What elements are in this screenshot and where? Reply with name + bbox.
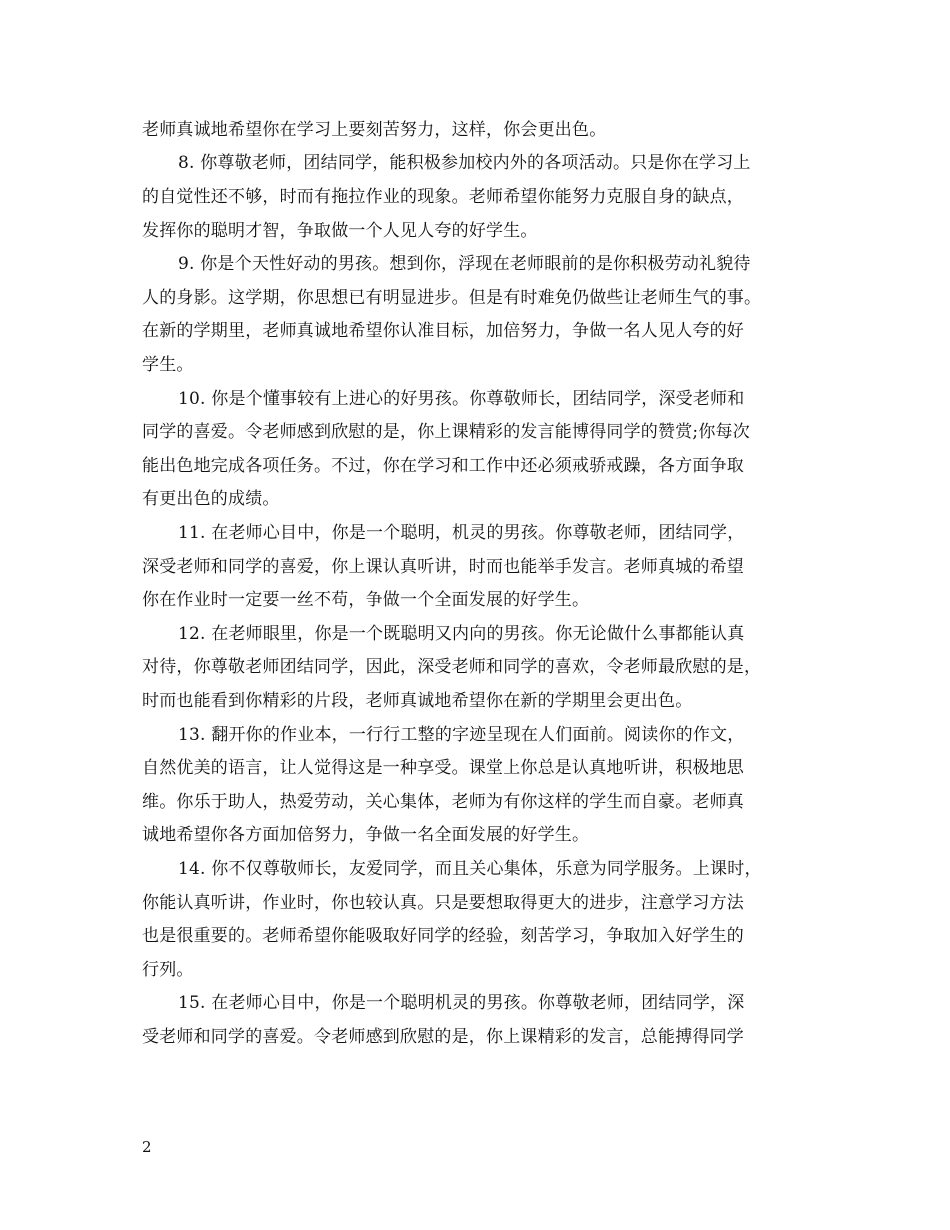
text-line: 9. 你是个天性好动的男孩。想到你，浮现在老师眼前的是你积极劳动礼貌待 <box>178 254 751 274</box>
text-line: 老师真诚地希望你在学习上要刻苦努力，这样，你会更出色。 <box>142 120 607 140</box>
text-line: 能出色地完成各项任务。不过，你在学习和工作中还必须戒骄戒躁，各方面争取 <box>142 456 744 476</box>
text-line: 在新的学期里，老师真诚地希望你认准目标，加倍努力，争做一名人见人夸的好 <box>142 321 744 341</box>
text-line: 13. 翻开你的作业本，一行行工整的字迹呈现在人们面前。阅读你的作文， <box>178 725 745 745</box>
text-line: 诚地希望你各方面加倍努力，争做一名全面发展的好学生。 <box>142 825 590 845</box>
text-line: 人的身影。这学期，你思想已有明显进步。但是有时难免仍做些让老师生气的事。 <box>142 288 762 308</box>
text-line: 14. 你不仅尊敬师长，友爱同学，而且关心集体，乐意为同学服务。上课时， <box>178 859 762 879</box>
text-line: 发挥你的聪明才智，争取做一个人见人夸的好学生。 <box>142 221 538 241</box>
text-line: 也是很重要的。老师希望你能吸取好同学的经验，刻苦学习，争取加入好学生的 <box>142 926 744 946</box>
text-line: 维。你乐于助人，热爱劳动，关心集体，老师为有你这样的学生而自豪。老师真 <box>142 792 744 812</box>
page-number: 2 <box>142 1138 152 1156</box>
text-line: 你能认真听讲，作业时，你也较认真。只是要想取得更大的进步，注意学习方法 <box>142 893 744 913</box>
text-line: 行列。 <box>142 960 194 980</box>
text-line: 自然优美的语言，让人觉得这是一种享受。课堂上你总是认真地听讲，积极地思 <box>142 758 744 778</box>
text-line: 的自觉性还不够，时而有拖拉作业的现象。老师希望你能努力克服自身的缺点， <box>142 187 744 207</box>
text-line: 15. 在老师心目中，你是一个聪明机灵的男孩。你尊敬老师，团结同学，深 <box>178 993 745 1013</box>
text-line: 12. 在老师眼里，你是一个既聪明又内向的男孩。你无论做什么事都能认真 <box>178 624 745 644</box>
text-line: 同学的喜爱。令老师感到欣慰的是，你上课精彩的发言能博得同学的赞赏;你每次 <box>142 422 750 442</box>
text-line: 8. 你尊敬老师，团结同学，能积极参加校内外的各项活动。只是你在学习上 <box>178 153 751 173</box>
text-line: 10. 你是个懂事较有上进心的好男孩。你尊敬师长，团结同学，深受老师和 <box>178 389 745 409</box>
text-line: 有更出色的成绩。 <box>142 489 280 509</box>
text-line: 深受老师和同学的喜爱，你上课认真听讲，时而也能举手发言。老师真城的希望 <box>142 557 744 577</box>
text-line: 时而也能看到你精彩的片段，老师真诚地希望你在新的学期里会更出色。 <box>142 691 693 711</box>
text-line: 学生。 <box>142 355 194 375</box>
text-line: 对待，你尊敬老师团结同学，因此，深受老师和同学的喜欢，令老师最欣慰的是， <box>142 657 762 677</box>
text-line: 11. 在老师心目中，你是一个聪明，机灵的男孩。你尊敬老师，团结同学， <box>178 523 745 543</box>
text-line: 你在作业时一定要一丝不苟，争做一个全面发展的好学生。 <box>142 590 590 610</box>
text-line: 受老师和同学的喜爱。令老师感到欣慰的是，你上课精彩的发言，总能搏得同学 <box>142 1027 744 1047</box>
